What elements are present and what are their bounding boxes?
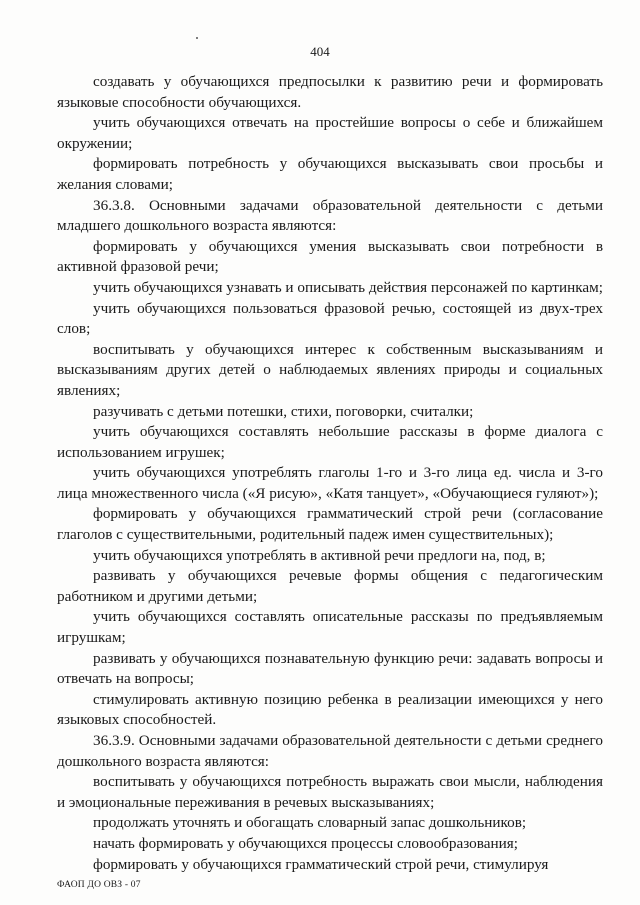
paragraph: начать формировать у обучающихся процессы словообразования;	[93, 834, 518, 852]
paragraph: формировать у обучающихся умения высказывать свои потребности в активной фразовой речи;	[57, 237, 603, 276]
paragraph: учить обучающихся отвечать на простейшие вопросы о себе и ближайшем окружении;	[57, 114, 603, 152]
page-number: 404	[310, 44, 330, 59]
paragraph: учить обучающихся употреблять в активной речи предлоги на, под, в;	[93, 546, 546, 564]
section-heading-36-3-8: 36.3.8. Основными задачами образовательной деятельности с детьми младшего дошкольного возраста являются:	[57, 196, 603, 235]
paragraph: стимулировать активную позицию ребенка в реализации имеющихся у него языковых способностей.	[57, 690, 603, 729]
paragraph: продолжать уточнять и обогащать словарный запас дошкольников;	[93, 814, 527, 832]
paragraph: учить обучающихся пользоваться фразовой речью, состоящей из двух-трех слов;	[57, 299, 603, 338]
paragraph: учить обучающихся составлять небольшие рассказы в форме диалога с использованием игрушек;	[57, 423, 603, 461]
body-text	[57, 72, 603, 875]
section-heading-36-3-9: 36.3.9. Основными задачами образовательной деятельности с детьми среднего дошкольного возраста являются:	[57, 732, 603, 770]
paragraph: воспитывать у обучающихся потребность выражать свои мысли, наблюдения и эмоциональные переживания в речевых высказываниях;	[57, 773, 603, 811]
paragraph: развивать у обучающихся познавательную функцию речи: задавать вопросы и отвечать на вопросы;	[57, 649, 603, 688]
paragraph: воспитывать у обучающихся интерес к собственным высказываниям и высказываниям других детей о наблюдаемых явлениях природы и социальных явлениях;	[57, 340, 603, 399]
paragraph: разучивать с детьми потешки, стихи, поговорки, считалки;	[93, 402, 474, 420]
paragraph: учить обучающихся употреблять глаголы 1-го и 3-го лица ед. числа и 3-го лица множественного числа («Я рисую», «Катя танцует», «Обучающиеся гуляют»);	[57, 464, 603, 502]
paragraph: формировать у обучающихся грамматический строй речи, стимулируя	[93, 855, 549, 873]
paragraph: формировать у обучающихся грамматический строй речи (согласование глаголов с существительными, родительный падеж имен существительных);	[57, 505, 603, 544]
paragraph: создавать у обучающихся предпосылки к развитию речи и формировать языковые способности обучающихся.	[57, 73, 603, 111]
page-footer: ФАОП ДО ОВЗ - 07	[57, 880, 141, 890]
paragraph: учить обучающихся составлять описательные рассказы по предъявляемым игрушкам;	[57, 608, 603, 647]
paragraph: формировать потребность у обучающихся высказывать свои просьбы и желания словами;	[57, 155, 603, 193]
paragraph: развивать у обучающихся речевые формы общения с педагогическим работником и другими детьми;	[57, 567, 603, 605]
scan-speck	[196, 37, 198, 39]
paragraph: учить обучающихся узнавать и описывать действия персонажей по картинкам;	[93, 278, 603, 296]
